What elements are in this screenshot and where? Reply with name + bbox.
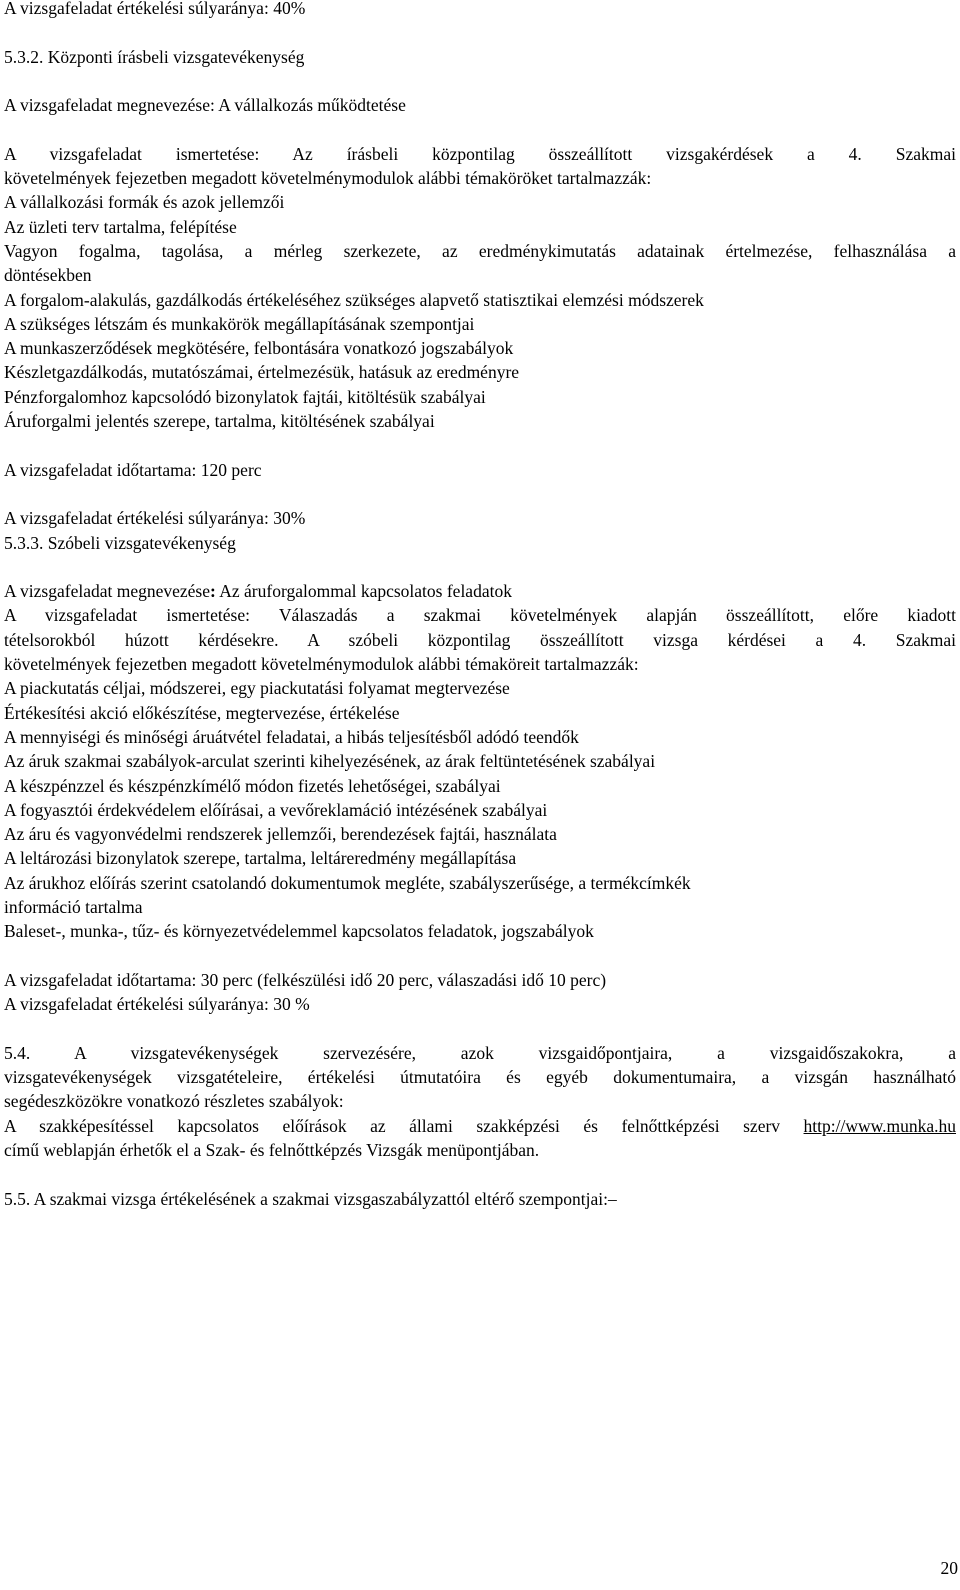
section-5-4-line4-text: A szakképesítéssel kapcsolatos előírások az állami szakképzési és felnőttképzési szerv xyxy=(4,1115,781,1136)
list-item: Az áruk szakmai szabályok-arculat szerinti kihelyezésének, az árak feltüntetésének szabályai xyxy=(4,751,656,772)
list-item: A vállalkozási formák és azok jellemzői xyxy=(4,192,285,213)
list-item: A szükséges létszám és munkakörök megállapításának szempontjai xyxy=(4,313,475,334)
list-item: Értékesítési akció előkészítése, megtervezése, értékelése xyxy=(4,702,400,723)
list-item: döntésekben xyxy=(4,265,92,286)
weight-written: A vizsgafeladat értékelési súlyaránya: 30% xyxy=(4,508,306,529)
task-description-oral-line2: tételsorokból húzott kérdésekre. A szóbeli központilag összeállított vizsga kérdései a 4. Szakmai xyxy=(4,629,956,650)
duration-written: A vizsgafeladat időtartama: 120 perc xyxy=(4,459,262,480)
section-heading-5-3-2: 5.3.2. Központi írásbeli vizsgatevékenység xyxy=(4,46,305,67)
list-item: Baleset-, munka-, tűz- és környezetvédelemmel kapcsolatos feladatok, jogszabályok xyxy=(4,921,594,942)
list-item: Az áru és vagyonvédelmi rendszerek jellemzői, berendezések fajtái, használata xyxy=(4,824,557,845)
task-description-oral-line1: A vizsgafeladat ismertetése: Válaszadás a szakmai követelmények alapján összeállított, előre kiadott xyxy=(4,605,956,626)
list-item: Az üzleti terv tartalma, felépítése xyxy=(4,216,237,237)
list-item: információ tartalma xyxy=(4,896,143,917)
task-name-written: A vizsgafeladat megnevezése: A vállalkozás működtetése xyxy=(4,95,406,116)
list-item: A munkaszerződések megkötésére, felbontására vonatkozó jogszabályok xyxy=(4,338,514,359)
list-item: Készletgazdálkodás, mutatószámai, értelmezésük, hatásuk az eredményre xyxy=(4,362,520,383)
written-topic-list xyxy=(4,190,956,433)
section-5-4-line1: 5.4. A vizsgatevékenységek szervezésére, azok vizsgaidőpontjaira, a vizsgaidőszakokra, a xyxy=(4,1042,956,1063)
list-item: A fogyasztói érdekvédelem előírásai, a vevőreklamáció intézésének szabályai xyxy=(4,799,548,820)
list-item: Az árukhoz előírás szerint csatolandó dokumentumok megléte, szabályszerűsége, a termékcímkék xyxy=(4,872,691,893)
section-5-4-line5: című weblapján érhetők el a Szak- és felnőttképzés Vizsgák menüpontjában. xyxy=(4,1139,540,1160)
list-item: Áruforgalmi jelentés szerepe, tartalma, kitöltésének szabályai xyxy=(4,411,435,432)
document-page xyxy=(4,0,956,1211)
list-item: A készpénzzel és készpénzkímélő módon fizetés lehetőségei, szabályai xyxy=(4,775,501,796)
task-description-written-line2: követelmények fejezetben megadott követelménymodulok alábbi témaköröket tartalmazzák: xyxy=(4,168,652,189)
section-5-4-line2: vizsgatevékenységek vizsgatételeire, értékelési útmutatóira és egyéb dokumentumaira, a vizsgán használható xyxy=(4,1067,956,1088)
task-name-oral-colon: : xyxy=(210,581,216,602)
list-item: A leltározási bizonylatok szerepe, tartalma, leltáreredmény megállapítása xyxy=(4,848,517,869)
weight-40: A vizsgafeladat értékelési súlyaránya: 40% xyxy=(4,0,306,18)
section-heading-5-3-3: 5.3.3. Szóbeli vizsgatevékenység xyxy=(4,532,236,553)
list-item: Pénzforgalomhoz kapcsolódó bizonylatok fajtái, kitöltésük szabályai xyxy=(4,386,486,407)
section-5-4-line3: segédeszközökre vonatkozó részletes szabályok: xyxy=(4,1091,344,1112)
weight-oral: A vizsgafeladat értékelési súlyaránya: 30 % xyxy=(4,994,310,1015)
oral-topic-list xyxy=(4,676,956,943)
section-5-5: 5.5. A szakmai vizsga értékelésének a szakmai vizsgaszabályzattól eltérő szempontjai:– xyxy=(4,1188,617,1209)
duration-oral: A vizsgafeladat időtartama: 30 perc (felkészülési idő 20 perc, válaszadási idő 10 perc) xyxy=(4,969,607,990)
task-name-oral xyxy=(4,579,956,603)
list-item: A piackutatás céljai, módszerei, egy piackutatási folyamat megtervezése xyxy=(4,678,510,699)
munka-hu-link[interactable]: http://www.munka.hu xyxy=(803,1115,957,1136)
list-item: A mennyiségi és minőségi áruátvétel feladatai, a hibás teljesítésből adódó teendők xyxy=(4,726,579,747)
list-item: A forgalom-alakulás, gazdálkodás értékeléséhez szükséges alapvető statisztikai elemzési módszerek xyxy=(4,289,704,310)
task-description-oral-line3: követelmények fejezetben megadott követelménymodulok alábbi témaköreit tartalmazzák: xyxy=(4,654,639,675)
task-name-oral-label: A vizsgafeladat megnevezése xyxy=(4,581,211,602)
task-name-oral-value: Az áruforgalommal kapcsolatos feladatok xyxy=(215,581,512,602)
list-item: Vagyon fogalma, tagolása, a mérleg szerkezete, az eredménykimutatás adatainak értelmezése, felhasználása a xyxy=(4,240,956,261)
page-number: 20 xyxy=(940,1558,958,1578)
task-description-written-line1: A vizsgafeladat ismertetése: Az írásbeli központilag összeállított vizsgakérdések a 4. Szakmai xyxy=(4,143,956,164)
section-5-4-line4 xyxy=(4,1114,956,1138)
